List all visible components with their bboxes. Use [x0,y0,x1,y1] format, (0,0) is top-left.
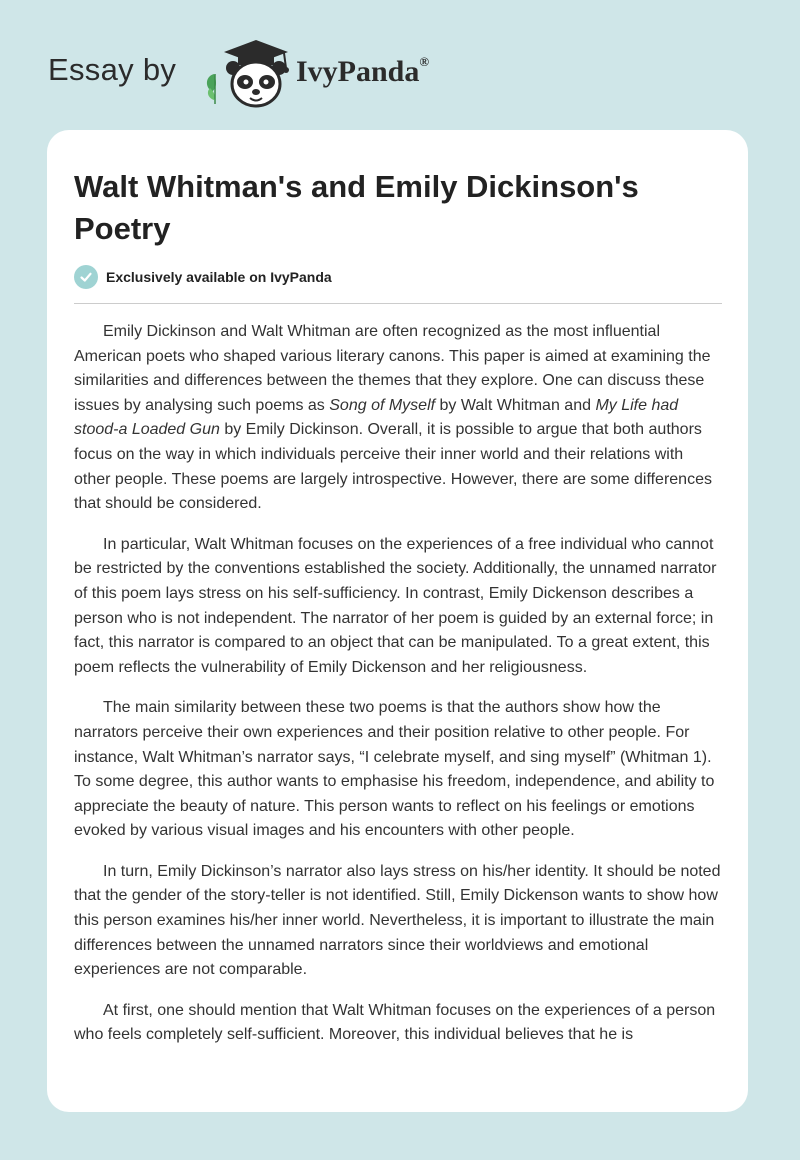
paragraph-text: In particular, Walt Whitman focuses on the experiences of a free individual who cannot be restricted by the conventions established the society. Additionally, the unnamed narrator of this poem lays stress on his self-sufficiency. In contrast, Emily Dickenson describes a person who is not independent. The narrator of her poem is guided by an external force; in fact, this narrator is compared to an object that can be manipulated. To a great extent, this poem reflects the vulnerability of Emily Dickenson and her religiousness. [74,535,717,676]
check-circle-icon [74,265,98,289]
essay-card [47,130,748,1112]
essay-title: Walt Whitman's and Emily Dickinson's Poetry [74,169,639,246]
site-header [0,0,800,130]
brand-name[interactable] [296,55,429,89]
poem-title-text: My Life had stood-a Loaded Gun [74,396,679,439]
brand-text: IvyPanda [296,55,420,88]
trademark-symbol: ® [419,54,430,69]
essay-paragraph [74,860,722,983]
exclusive-badge-label: Exclusively available on IvyPanda [106,269,332,285]
paragraph-text: by Emily Dickinson. Overall, it is possible to argue that both authors focus on the way in which individuals perceive their inner world and their relations with other people. These poems are largely introspective. However, there are some differences that should be considered. [74,421,712,513]
essay-body [74,320,722,1064]
essay-paragraph [74,533,722,681]
essay-paragraph [74,696,722,844]
divider [74,303,722,304]
paragraph-text: by Walt Whitman and [435,396,596,414]
essay-paragraph [74,320,722,517]
exclusive-badge [74,264,332,290]
essay-paragraph [74,999,722,1048]
paragraph-text: At first, one should mention that Walt Whitman focuses on the experiences of a person who feels completely self-sufficient. Moreover, this individual believes that he is [74,1001,716,1044]
panda-graduate-icon[interactable] [200,34,292,110]
paragraph-text: In turn, Emily Dickinson’s narrator also lays stress on his/her identity. It should be noted that the gender of the story-teller is not identified. Still, Emily Dickenson wants to show how this person examines his/her inner world. Nevertheless, it is important to illustrate the main differences between the unnamed narrators since their worldviews and emotional experiences are not comparable. [74,862,721,979]
paragraph-text: Emily Dickinson and Walt Whitman are often recognized as the most influential American poets who shaped various literary canons. This paper is aimed at examining the similarities and differences between the themes that they explore. One can discuss these issues by analysing such poems as [74,323,711,414]
poem-title-text: Song of Myself [329,396,436,414]
essay-by-label: Essay by [48,52,177,87]
paragraph-text: The main similarity between these two poems is that the authors show how the narrators perceive their own experiences and their position relative to other people. For instance, Walt Whitman’s narrator says, “I celebrate myself, and sing myself” (Whitman 1). To some degree, this author wants to emphasise his freedom, independence, and ability to appreciate the beauty of nature. This person wants to reflect on his feelings or emotions evoked by various visual images and his encounters with other people. [74,699,715,840]
